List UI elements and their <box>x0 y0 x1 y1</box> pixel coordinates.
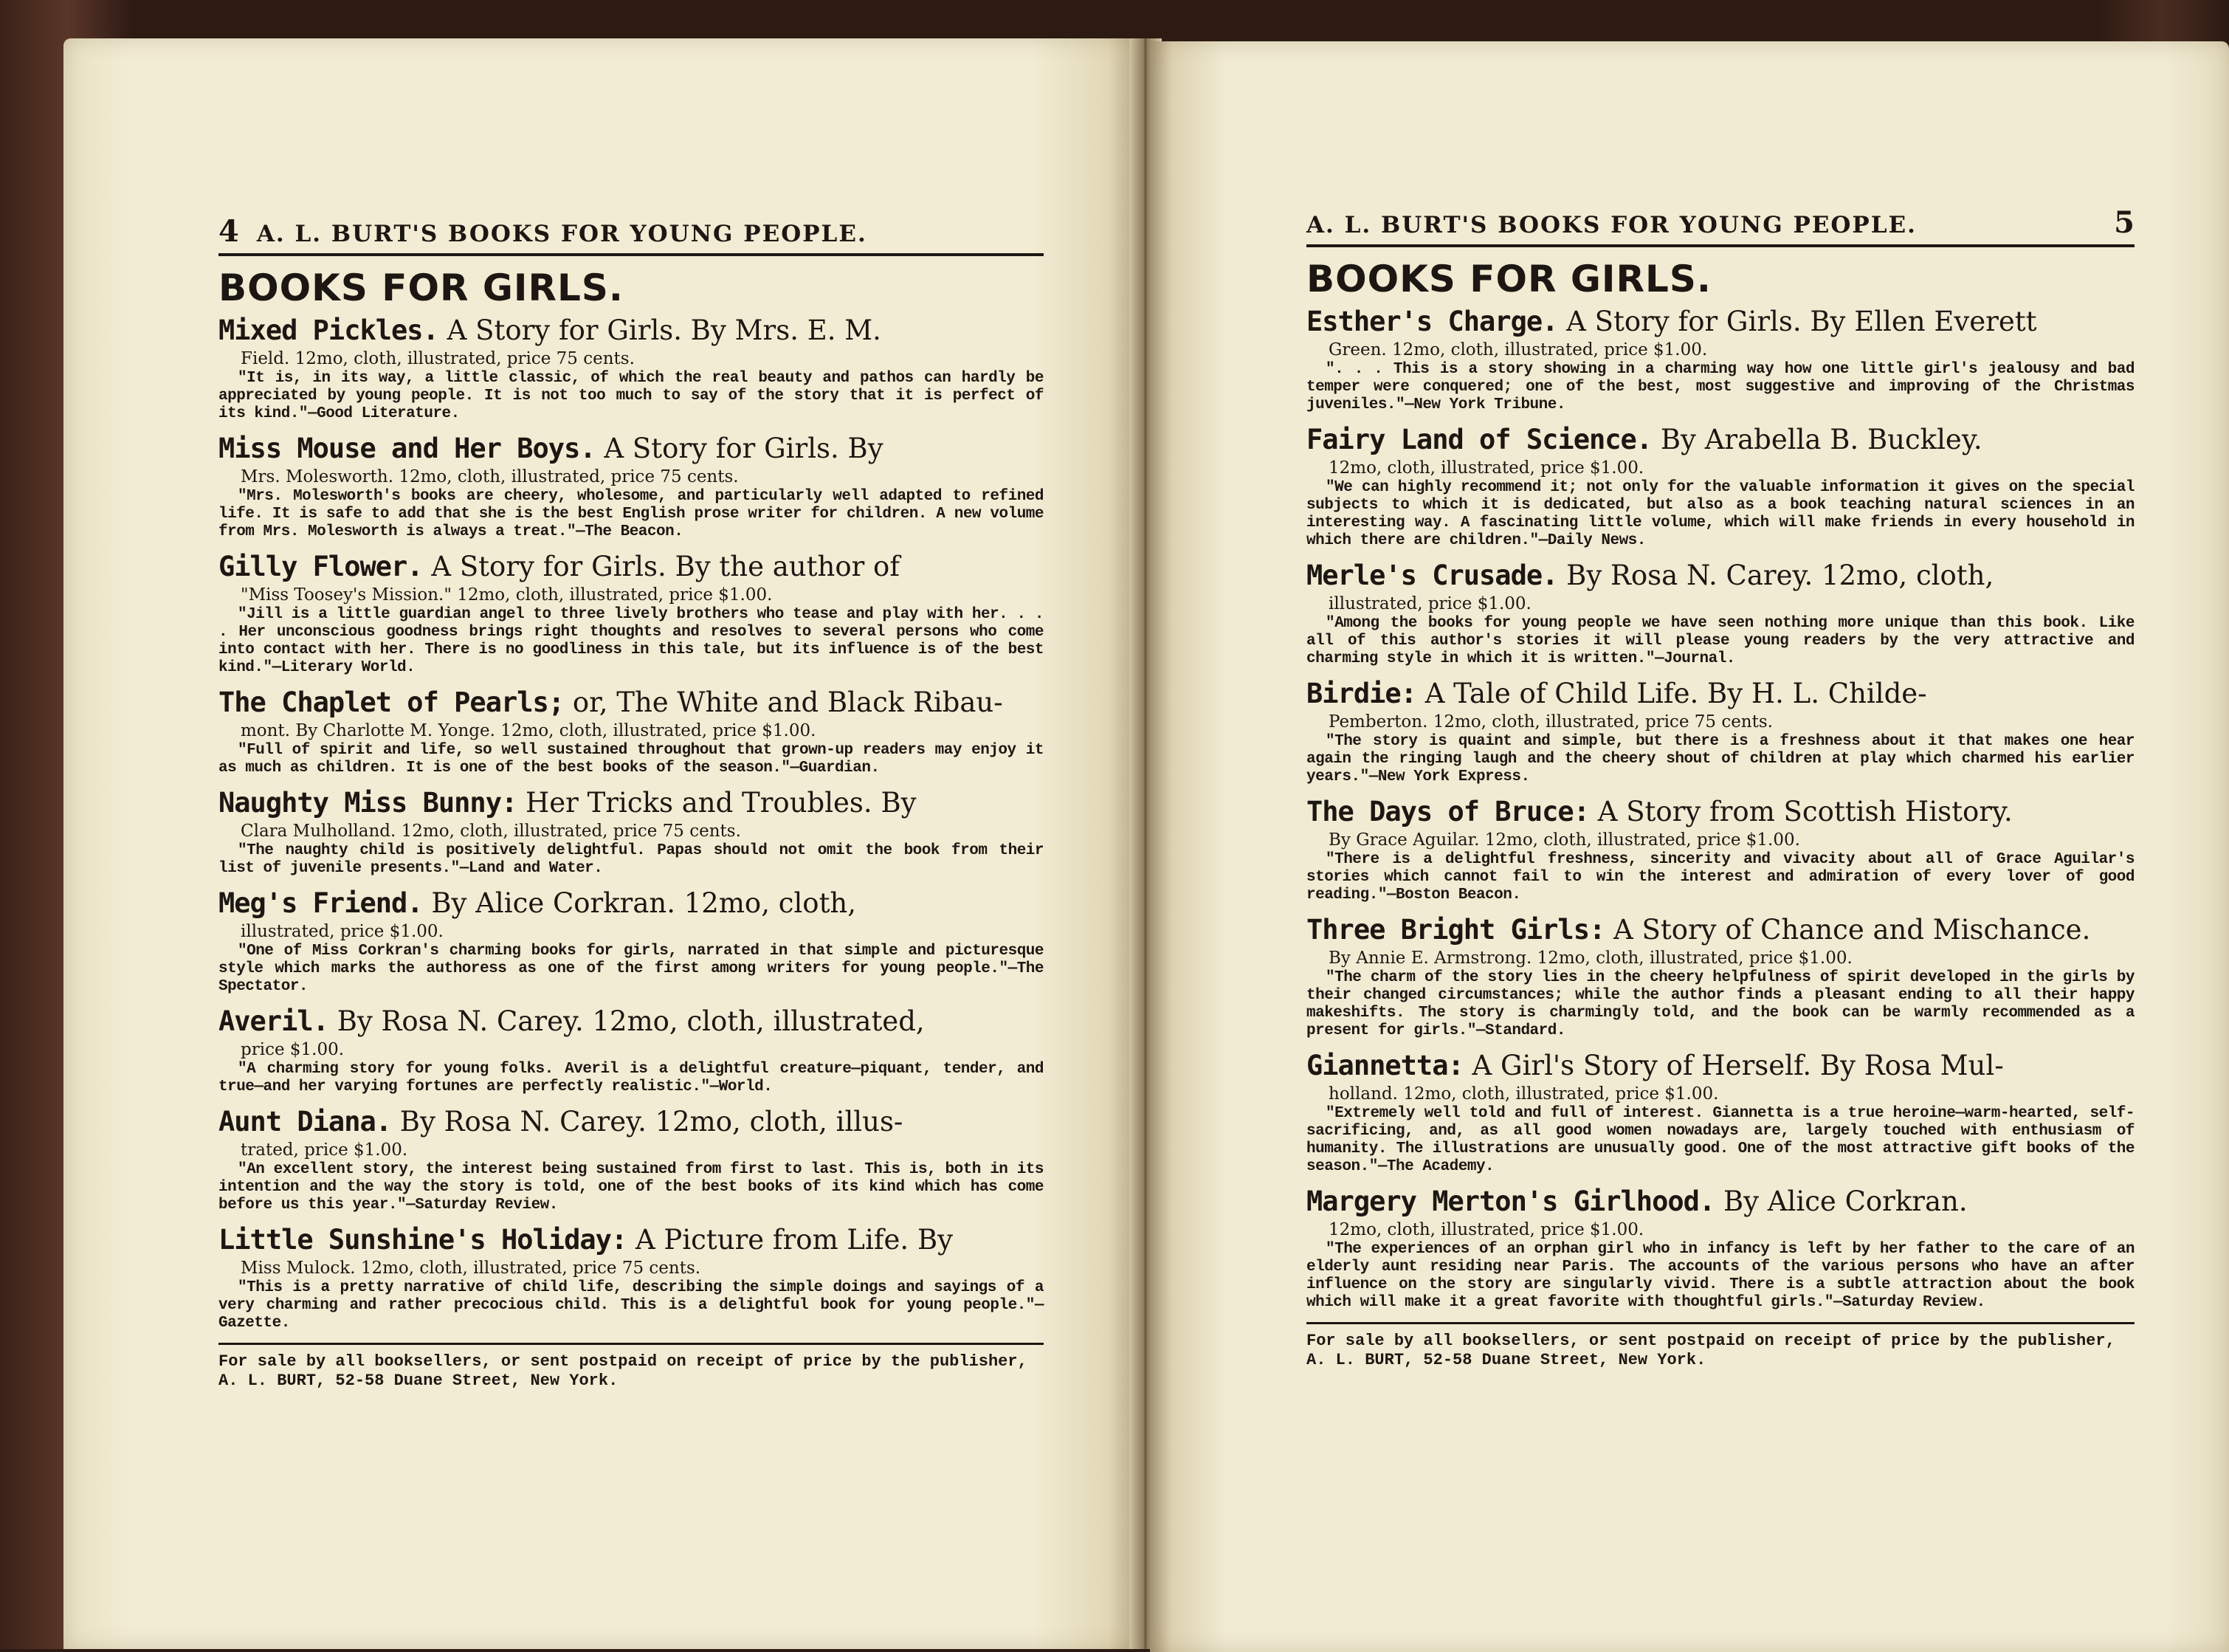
book-detail: By Grace Aguilar. 12mo, cloth, illustrated, price $1.00. <box>1329 830 1800 850</box>
book-detail: mont. By Charlotte M. Yonge. 12mo, cloth, illustrated, price $1.00. <box>241 721 816 740</box>
book-title: Meg's Friend. <box>218 887 423 919</box>
book-title: The Days of Bruce: <box>1306 796 1589 827</box>
book-byline: Her Tricks and Troubles. By <box>517 787 917 819</box>
book-detail: 12mo, cloth, illustrated, price $1.00. <box>1329 458 1644 478</box>
book-review-quote: "Extremely well told and full of interest. Giannetta is a true heroine—warm-hearted, self-sacrificing, and, as all good women nowadays are, largely touched with enthusiasm of humanity. The illustrations are unusually good. One of the most attractive gift books of the season."—The Academy. <box>1306 1105 2135 1175</box>
book-entry <box>1306 423 2135 550</box>
book-title: Miss Mouse and Her Boys. <box>218 433 596 464</box>
book-title: Esther's Charge. <box>1306 306 1558 337</box>
book-byline: A Girl's Story of Herself. By Rosa Mul- <box>1463 1050 2004 1081</box>
book-review-quote: "The naughty child is positively delightful. Papas should not omit the book from their list of juvenile presents."—Land and Water. <box>218 842 1044 877</box>
book-title: Margery Merton's Girlhood. <box>1306 1185 1715 1217</box>
book-entry <box>218 314 1044 423</box>
book-title: The Chaplet of Pearls; <box>218 686 565 718</box>
left-page-content <box>218 214 1044 1391</box>
sale-note: For sale by all booksellers, or sent postpaid on receipt of price by the publisher, A. L. BURT, 52-58 Duane Street, New York. <box>218 1343 1044 1391</box>
left-page <box>63 38 1140 1649</box>
book-detail: 12mo, cloth, illustrated, price $1.00. <box>1329 1220 1644 1239</box>
book-entry <box>1306 1185 2135 1312</box>
book-title: Little Sunshine's Holiday: <box>218 1224 627 1256</box>
book-title: Averil. <box>218 1005 328 1037</box>
book-entry <box>1306 913 2135 1040</box>
book-title: Merle's Crusade. <box>1306 560 1558 591</box>
book-byline: By Rosa N. Carey. 12mo, cloth, <box>1557 560 1994 591</box>
book-entry <box>1306 795 2135 904</box>
book-review-quote: "An excellent story, the interest being sustained from first to last. This is, both in its intention and the way the story is told, one of the best books of its kind which has come before us this year."—Saturday Review. <box>218 1161 1044 1214</box>
book-entry <box>1306 677 2135 786</box>
book-byline: A Story from Scottish History. <box>1588 796 2013 827</box>
book-entry <box>218 1005 1044 1096</box>
book-entry <box>218 686 1044 777</box>
book-detail: "Miss Toosey's Mission." 12mo, cloth, illustrated, price $1.00. <box>241 585 773 605</box>
book-review-quote: "A charming story for young folks. Averil is a delightful creature—piquant, tender, and true—and her varying fortunes are perfectly realistic."—World. <box>218 1061 1044 1095</box>
book-detail: holland. 12mo, cloth, illustrated, price $1.00. <box>1329 1084 1719 1104</box>
book-byline: A Story for Girls. By Ellen Everett <box>1557 306 2037 337</box>
book-title: Mixed Pickles. <box>218 314 438 346</box>
right-page <box>1150 41 2229 1652</box>
book-byline: A Story for Girls. By Mrs. E. M. <box>438 314 881 346</box>
book-review-quote: "It is, in its way, a little classic, of which the real beauty and pathos can hardly be appreciated by young people. It is not too much to say of the story that it is perfect of its kind."—Good Literature. <box>218 370 1044 422</box>
book-entry <box>218 1105 1044 1214</box>
book-review-quote: "The experiences of an orphan girl who in infancy is left by her father to the care of an elderly aunt residing near Paris. The accounts of the various persons who have an after influence on the story are singularly vivid. There is a subtle attraction about the book which will make it a great favorite with thoughtful girls."—Saturday Review. <box>1306 1241 2135 1311</box>
book-review-quote: "This is a pretty narrative of child life, describing the simple doings and sayings of a very charming and rather precocious child. This is a delightful book for young people."—Gazette. <box>218 1279 1044 1332</box>
right-page-header <box>1306 205 2135 247</box>
right-page-content <box>1306 205 2135 1370</box>
book-review-quote: "We can highly recommend it; not only for the valuable information it gives on the special subjects to which it is dedicated, but also as a book teaching natural sciences in an interesting way. A fascinating little volume, which will make friends in every household in which there are children."—Daily News. <box>1306 479 2135 549</box>
book-entry <box>218 786 1044 878</box>
book-detail: Mrs. Molesworth. 12mo, cloth, illustrated, price 75 cents. <box>241 467 739 486</box>
book-review-quote: "Full of spirit and life, so well sustained throughout that grown-up readers may enjoy it as much as children. It is one of the best books of the season."—Guardian. <box>218 742 1044 777</box>
book-detail: Clara Mulholland. 12mo, cloth, illustrated, price 75 cents. <box>241 822 741 841</box>
book-review-quote: "One of Miss Corkran's charming books for girls, narrated in that simple and picturesque style which marks the authoress as one of the first among writers for young people."—The Spectator. <box>218 943 1044 995</box>
book-detail: trated, price $1.00. <box>241 1140 408 1160</box>
book-detail: price $1.00. <box>241 1040 345 1059</box>
sale-note: For sale by all booksellers, or sent postpaid on receipt of price by the publisher, A. L. BURT, 52-58 Duane Street, New York. <box>1306 1322 2135 1370</box>
book-title: Giannetta: <box>1306 1050 1464 1081</box>
book-byline: By Rosa N. Carey. 12mo, cloth, illus- <box>391 1106 903 1138</box>
book-entry <box>1306 305 2135 414</box>
book-byline: By Alice Corkran. <box>1715 1185 1968 1217</box>
book-detail: illustrated, price $1.00. <box>1329 594 1532 613</box>
book-entry <box>1306 1049 2135 1176</box>
book-review-quote: "Mrs. Molesworth's books are cheery, wholesome, and particularly well adapted to refined life. It is safe to add that she is the best English prose writer for children. A new volume from Mrs. Molesworth is always a treat."—The Beacon. <box>218 488 1044 540</box>
book-byline: or, The White and Black Ribau- <box>564 686 1003 718</box>
book-title: Three Bright Girls: <box>1306 914 1605 946</box>
book-detail: Green. 12mo, cloth, illustrated, price $1.00. <box>1329 340 1708 359</box>
book-title: Aunt Diana. <box>218 1106 392 1138</box>
book-byline: A Story for Girls. By the author of <box>422 551 900 582</box>
book-title: Gilly Flower. <box>218 551 423 582</box>
book-title: Fairy Land of Science. <box>1306 424 1653 455</box>
page-number: 4 <box>218 214 239 249</box>
book-detail: By Annie E. Armstrong. 12mo, cloth, illustrated, price $1.00. <box>1329 949 1853 968</box>
book-entry <box>218 550 1044 677</box>
book-byline: A Story for Girls. By <box>595 433 883 464</box>
running-head: A. L. BURT'S BOOKS FOR YOUNG PEOPLE. <box>1306 212 1917 238</box>
book-entry <box>218 887 1044 996</box>
book-byline: By Arabella B. Buckley. <box>1652 424 1982 455</box>
book-detail: Field. 12mo, cloth, illustrated, price 75 cents. <box>241 349 635 368</box>
running-head: A. L. BURT'S BOOKS FOR YOUNG PEOPLE. <box>256 221 867 247</box>
book-review-quote: "Jill is a little guardian angel to three lively brothers who tease and play with her. . . . Her unconscious goodness brings right thoughts and resolves to several persons who come into contact with her. There is no goodliness in this tale, but its influence is of the best kind."—Literary World. <box>218 606 1044 676</box>
section-title: BOOKS FOR GIRLS. <box>1306 258 1712 300</box>
book-title: Naughty Miss Bunny: <box>218 787 517 819</box>
book-review-quote: "Among the books for young people we have seen nothing more unique than this book. Like all of this author's stories it will please young readers by the very attractive and charming style in which it is written."—Journal. <box>1306 615 2135 667</box>
section-title: BOOKS FOR GIRLS. <box>218 266 624 309</box>
book-review-quote: "There is a delightful freshness, sincerity and vivacity about all of Grace Aguilar's stories which cannot fail to win the interest and admiration of every lover of good reading."—Boston Beacon. <box>1306 851 2135 904</box>
page-number: 5 <box>2114 205 2135 240</box>
book-entry <box>1306 559 2135 668</box>
book-title: Birdie: <box>1306 678 1416 709</box>
left-page-header <box>218 214 1044 256</box>
book-detail: illustrated, price $1.00. <box>241 922 444 941</box>
book-byline: A Picture from Life. By <box>627 1224 954 1256</box>
book-review-quote: ". . . This is a story showing in a charming way how one little girl's jealousy and bad temper were conquered; one of the best, most suggestive and improving of the Christmas juveniles."—New York Tribune. <box>1306 361 2135 413</box>
book-byline: By Alice Corkran. 12mo, cloth, <box>422 887 857 919</box>
book-entry <box>218 432 1044 541</box>
book-detail: Pemberton. 12mo, cloth, illustrated, price 75 cents. <box>1329 712 1773 732</box>
book-review-quote: "The story is quaint and simple, but there is a freshness about it that makes one hear again the ringing laugh and the cheery shout of children at play which charmed his earlier years."—New York Express. <box>1306 733 2135 785</box>
book-detail: Miss Mulock. 12mo, cloth, illustrated, price 75 cents. <box>241 1259 701 1278</box>
book-review-quote: "The charm of the story lies in the cheery helpfulness of spirit developed in the girls by their changed circumstances; while the author finds a pleasant ending to all their happy makeshifts. The story is charmingly told, and the book can be warmly recommended as a present for girls."—Standard. <box>1306 969 2135 1039</box>
book-entry <box>218 1223 1044 1332</box>
book-byline: A Story of Chance and Mischance. <box>1605 914 2091 946</box>
book-byline: By Rosa N. Carey. 12mo, cloth, illustrated, <box>328 1005 925 1037</box>
book-byline: A Tale of Child Life. By H. L. Childe- <box>1416 678 1927 709</box>
